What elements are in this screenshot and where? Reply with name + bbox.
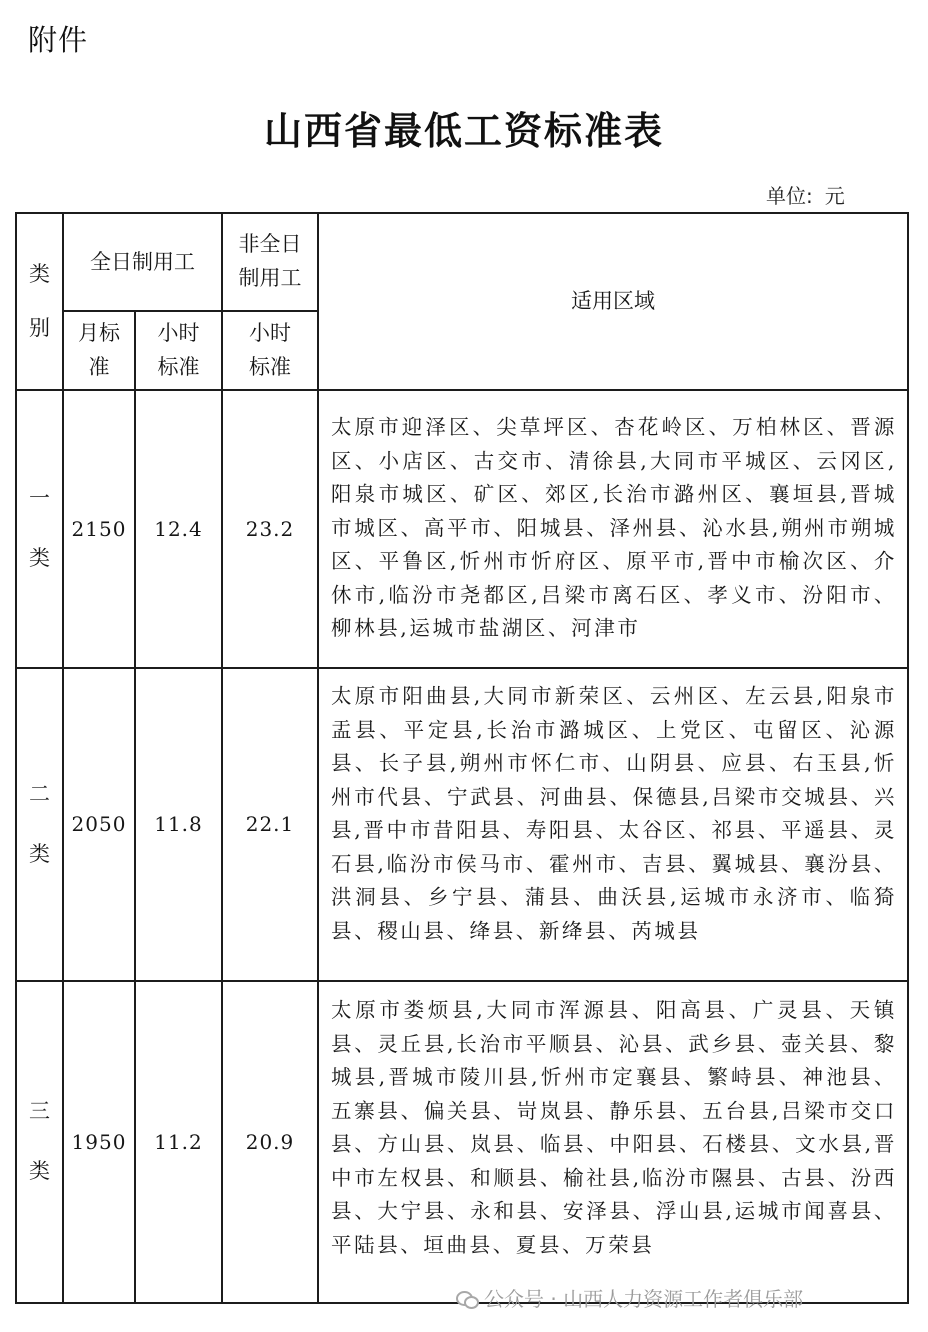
row-category-char: 类 [29, 1159, 50, 1183]
header-hourly-line: 小时 [157, 320, 200, 345]
header-hourly-line: 标准 [157, 354, 200, 379]
header-region [319, 214, 907, 389]
unit-value: 元 [824, 184, 845, 208]
table-border-right [907, 212, 909, 1304]
header-monthly-line: 准 [88, 354, 110, 379]
row-regions: 太原市娄烦县,大同市浑源县、阳高县、广灵县、天镇县、灵丘县,长治市平顺县、沁县、武乡县、壶关县、黎城县,晋城市陵川县,忻州市定襄县、繁峙县、神池县、五寨县、偏关县、岢岚县、静乐县、五台县,吕梁市交口县、方山县、岚县、临县、中阳县、石楼县、文水县,晋中市左权县、和顺县、榆社县,临汾市隰县、古县、汾西县、大宁县、永和县、安泽县、浮山县,运城市闻喜县、平陆县、垣曲县、夏县、万荣县 [331, 998, 897, 1257]
header-category [17, 214, 62, 389]
row-part-hourly-value: 23.2 [245, 516, 295, 541]
header-hourly [136, 312, 221, 389]
row-monthly-value: 2050 [71, 812, 127, 836]
unit-label: 单位: [766, 184, 813, 208]
row-category-char: 类 [29, 841, 50, 866]
header-part-time-line: 非全日 [238, 232, 302, 257]
row-category-char: 一 [29, 486, 50, 511]
row-category [17, 391, 62, 667]
row-hourly-value: 11.2 [154, 1129, 203, 1154]
header-part-time-line: 制用工 [238, 266, 302, 290]
header-part-hourly-line: 标准 [249, 354, 291, 379]
watermark-text: 公众号 · 山西人力资源工作者俱乐部 [484, 1287, 804, 1311]
row-monthly-value: 2150 [71, 516, 127, 541]
row-category-char: 三 [29, 1099, 50, 1124]
wechat-icon [456, 1289, 478, 1307]
header-part-hourly-line: 小时 [249, 320, 291, 345]
watermark [456, 1283, 803, 1312]
unit-note [766, 180, 845, 209]
header-category-char: 类 [29, 261, 50, 286]
attachment-label: 附件 [28, 23, 89, 57]
row-category-char: 类 [29, 546, 50, 570]
row-hourly-value: 11.8 [154, 812, 203, 836]
row-category [17, 669, 62, 980]
header-monthly-line: 月标 [78, 320, 120, 345]
row-part-hourly-value: 22.1 [245, 812, 295, 836]
page-title: 山西省最低工资标准表 [263, 109, 664, 153]
row-category [17, 982, 62, 1302]
header-monthly [64, 312, 134, 389]
header-category-char: 别 [29, 315, 50, 340]
row-part-hourly-value: 20.9 [245, 1129, 295, 1154]
header-part-hourly [223, 312, 317, 389]
row-regions: 太原市阳曲县,大同市新荣区、云州区、左云县,阳泉市盂县、平定县,长治市潞城区、上党区、屯留区、沁源县、长子县,朔州市怀仁市、山阴县、应县、右玉县,忻州市代县、宁武县、河曲县、保德县,吕梁市交城县、兴县,晋中市昔阳县、寿阳县、太谷区、祁县、平遥县、灵石县,临汾市侯马市、霍州市、吉县、翼城县、襄汾县、洪洞县、乡宁县、蒲县、曲沃县,运城市永济市、临猗县、稷山县、绛县、新绛县、芮城县 [331, 684, 897, 943]
header-region-label: 适用区域 [571, 289, 655, 314]
header-part-time [223, 214, 317, 310]
row-category-char: 二 [29, 781, 50, 806]
header-full-time [64, 214, 221, 310]
row-regions: 太原市迎泽区、尖草坪区、杏花岭区、万柏林区、晋源区、小店区、古交市、清徐县,大同市平城区、云冈区,阳泉市城区、矿区、郊区,长治市潞州区、襄垣县,晋城市城区、高平市、阳城县、泽州县、沁水县,朔州市朔城区、平鲁区,忻州市忻府区、原平市,晋中市榆次区、介休市,临汾市尧都区,吕梁市离石区、孝义市、汾阳市、柳林县,运城市盐湖区、河津市 [331, 415, 897, 640]
wage-table [15, 212, 909, 1304]
row-monthly-value: 1950 [71, 1129, 127, 1154]
row-hourly-value: 12.4 [154, 516, 203, 541]
header-full-time-label: 全日制用工 [90, 249, 195, 274]
